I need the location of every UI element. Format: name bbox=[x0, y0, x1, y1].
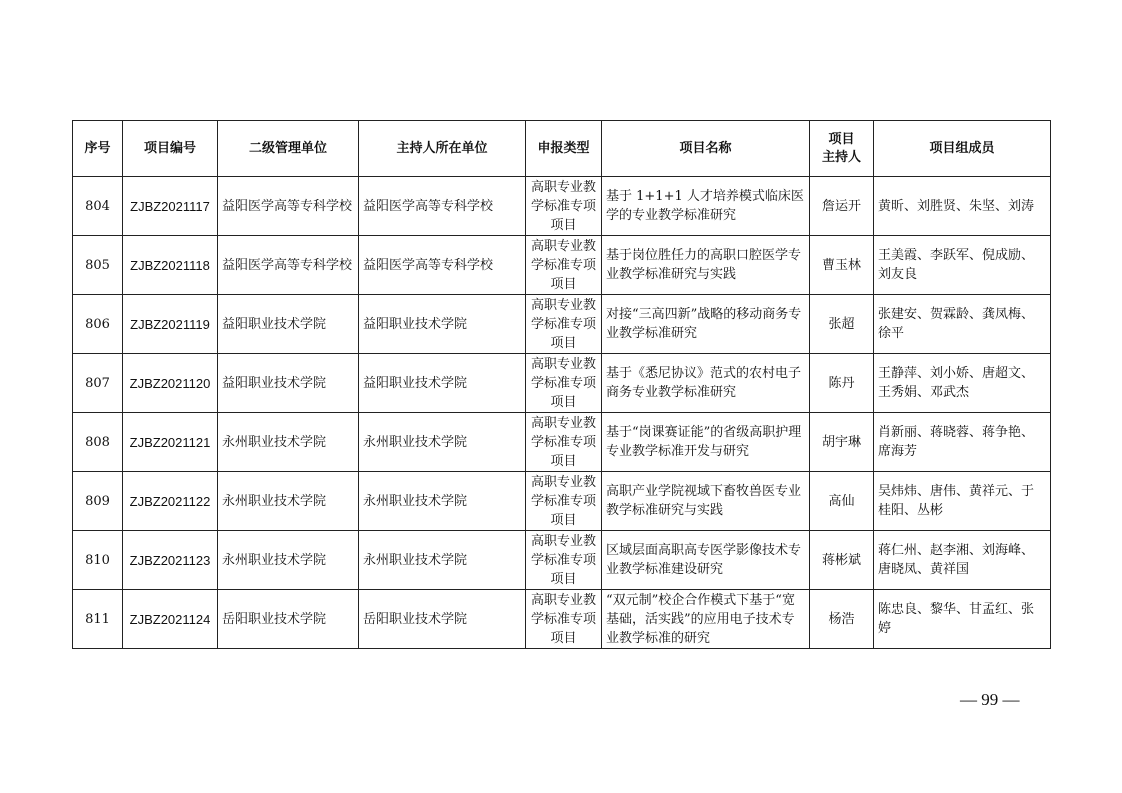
cell-seq: 806 bbox=[73, 295, 123, 354]
cell-members: 陈忠良、黎华、甘孟红、张婷 bbox=[874, 590, 1051, 649]
cell-unit: 益阳职业技术学院 bbox=[218, 354, 359, 413]
cell-host: 詹运开 bbox=[810, 177, 874, 236]
cell-host: 陈丹 bbox=[810, 354, 874, 413]
cell-seq: 808 bbox=[73, 413, 123, 472]
cell-host-unit: 岳阳职业技术学院 bbox=[359, 590, 526, 649]
table-row bbox=[73, 590, 1051, 649]
cell-unit: 益阳职业技术学院 bbox=[218, 295, 359, 354]
cell-type: 高职专业教学标准专项项目 bbox=[526, 177, 602, 236]
cell-name: 基于 1+1+1 人才培养模式临床医学的专业教学标准研究 bbox=[602, 177, 810, 236]
cell-seq: 804 bbox=[73, 177, 123, 236]
cell-members: 张建安、贺霖龄、龚凤梅、徐平 bbox=[874, 295, 1051, 354]
cell-host: 张超 bbox=[810, 295, 874, 354]
header-host-unit: 主持人所在单位 bbox=[359, 121, 526, 177]
cell-type: 高职专业教学标准专项项目 bbox=[526, 236, 602, 295]
cell-type: 高职专业教学标准专项项目 bbox=[526, 295, 602, 354]
cell-members: 王静萍、刘小娇、唐超文、王秀娟、邓武杰 bbox=[874, 354, 1051, 413]
cell-members: 蒋仁州、赵李湘、刘海峰、唐晓凤、黄祥国 bbox=[874, 531, 1051, 590]
cell-members: 吴炜炜、唐伟、黄祥元、于桂阳、丛彬 bbox=[874, 472, 1051, 531]
cell-host-unit: 永州职业技术学院 bbox=[359, 413, 526, 472]
cell-code: ZJBZ2021124 bbox=[123, 590, 218, 649]
cell-members: 肖新丽、蒋晓蓉、蒋争艳、席海芳 bbox=[874, 413, 1051, 472]
table-body bbox=[73, 177, 1051, 649]
cell-unit: 岳阳职业技术学院 bbox=[218, 590, 359, 649]
cell-host-unit: 永州职业技术学院 bbox=[359, 531, 526, 590]
cell-name: “双元制”校企合作模式下基于“宽基础，活实践”的应用电子技术专业教学标准的研究 bbox=[602, 590, 810, 649]
cell-seq: 807 bbox=[73, 354, 123, 413]
cell-seq: 810 bbox=[73, 531, 123, 590]
header-code: 项目编号 bbox=[123, 121, 218, 177]
cell-code: ZJBZ2021118 bbox=[123, 236, 218, 295]
cell-type: 高职专业教学标准专项项目 bbox=[526, 354, 602, 413]
cell-type: 高职专业教学标准专项项目 bbox=[526, 590, 602, 649]
table-row bbox=[73, 354, 1051, 413]
cell-type: 高职专业教学标准专项项目 bbox=[526, 472, 602, 531]
page-number: — 99 — bbox=[960, 690, 1020, 709]
cell-unit: 永州职业技术学院 bbox=[218, 413, 359, 472]
cell-host-unit: 益阳医学高等专科学校 bbox=[359, 177, 526, 236]
cell-host: 蒋彬斌 bbox=[810, 531, 874, 590]
header-name: 项目名称 bbox=[602, 121, 810, 177]
cell-host: 胡宇琳 bbox=[810, 413, 874, 472]
cell-name: 高职产业学院视域下畜牧兽医专业教学标准研究与实践 bbox=[602, 472, 810, 531]
cell-seq: 811 bbox=[73, 590, 123, 649]
cell-code: ZJBZ2021121 bbox=[123, 413, 218, 472]
cell-type: 高职专业教学标准专项项目 bbox=[526, 531, 602, 590]
cell-unit: 益阳医学高等专科学校 bbox=[218, 236, 359, 295]
header-seq: 序号 bbox=[73, 121, 123, 177]
cell-host-unit: 益阳医学高等专科学校 bbox=[359, 236, 526, 295]
cell-unit: 永州职业技术学院 bbox=[218, 472, 359, 531]
header-host: 项目 主持人 bbox=[810, 121, 874, 177]
table-row bbox=[73, 472, 1051, 531]
cell-code: ZJBZ2021119 bbox=[123, 295, 218, 354]
cell-host: 曹玉林 bbox=[810, 236, 874, 295]
cell-name: 基于岗位胜任力的高职口腔医学专业教学标准研究与实践 bbox=[602, 236, 810, 295]
cell-unit: 永州职业技术学院 bbox=[218, 531, 359, 590]
cell-host: 高仙 bbox=[810, 472, 874, 531]
cell-seq: 805 bbox=[73, 236, 123, 295]
cell-members: 王美霞、李跃军、倪成励、刘友良 bbox=[874, 236, 1051, 295]
table-row bbox=[73, 531, 1051, 590]
cell-members: 黄昕、刘胜贤、朱坚、刘涛 bbox=[874, 177, 1051, 236]
table-header-row bbox=[73, 121, 1051, 177]
cell-type: 高职专业教学标准专项项目 bbox=[526, 413, 602, 472]
cell-host: 杨浩 bbox=[810, 590, 874, 649]
table-row bbox=[73, 236, 1051, 295]
cell-name: 基于《悉尼协议》范式的农村电子商务专业教学标准研究 bbox=[602, 354, 810, 413]
cell-name: 区域层面高职高专医学影像技术专业教学标准建设研究 bbox=[602, 531, 810, 590]
header-type: 申报类型 bbox=[526, 121, 602, 177]
cell-code: ZJBZ2021117 bbox=[123, 177, 218, 236]
cell-host-unit: 益阳职业技术学院 bbox=[359, 354, 526, 413]
cell-code: ZJBZ2021123 bbox=[123, 531, 218, 590]
table-row bbox=[73, 295, 1051, 354]
table-row bbox=[73, 177, 1051, 236]
project-table bbox=[72, 120, 1051, 649]
cell-name: 对接“三高四新”战略的移动商务专业教学标准研究 bbox=[602, 295, 810, 354]
table-row bbox=[73, 413, 1051, 472]
header-members: 项目组成员 bbox=[874, 121, 1051, 177]
cell-name: 基于“岗课赛证能”的省级高职护理专业教学标准开发与研究 bbox=[602, 413, 810, 472]
cell-host-unit: 永州职业技术学院 bbox=[359, 472, 526, 531]
cell-unit: 益阳医学高等专科学校 bbox=[218, 177, 359, 236]
header-unit: 二级管理单位 bbox=[218, 121, 359, 177]
cell-code: ZJBZ2021122 bbox=[123, 472, 218, 531]
cell-code: ZJBZ2021120 bbox=[123, 354, 218, 413]
cell-host-unit: 益阳职业技术学院 bbox=[359, 295, 526, 354]
cell-seq: 809 bbox=[73, 472, 123, 531]
